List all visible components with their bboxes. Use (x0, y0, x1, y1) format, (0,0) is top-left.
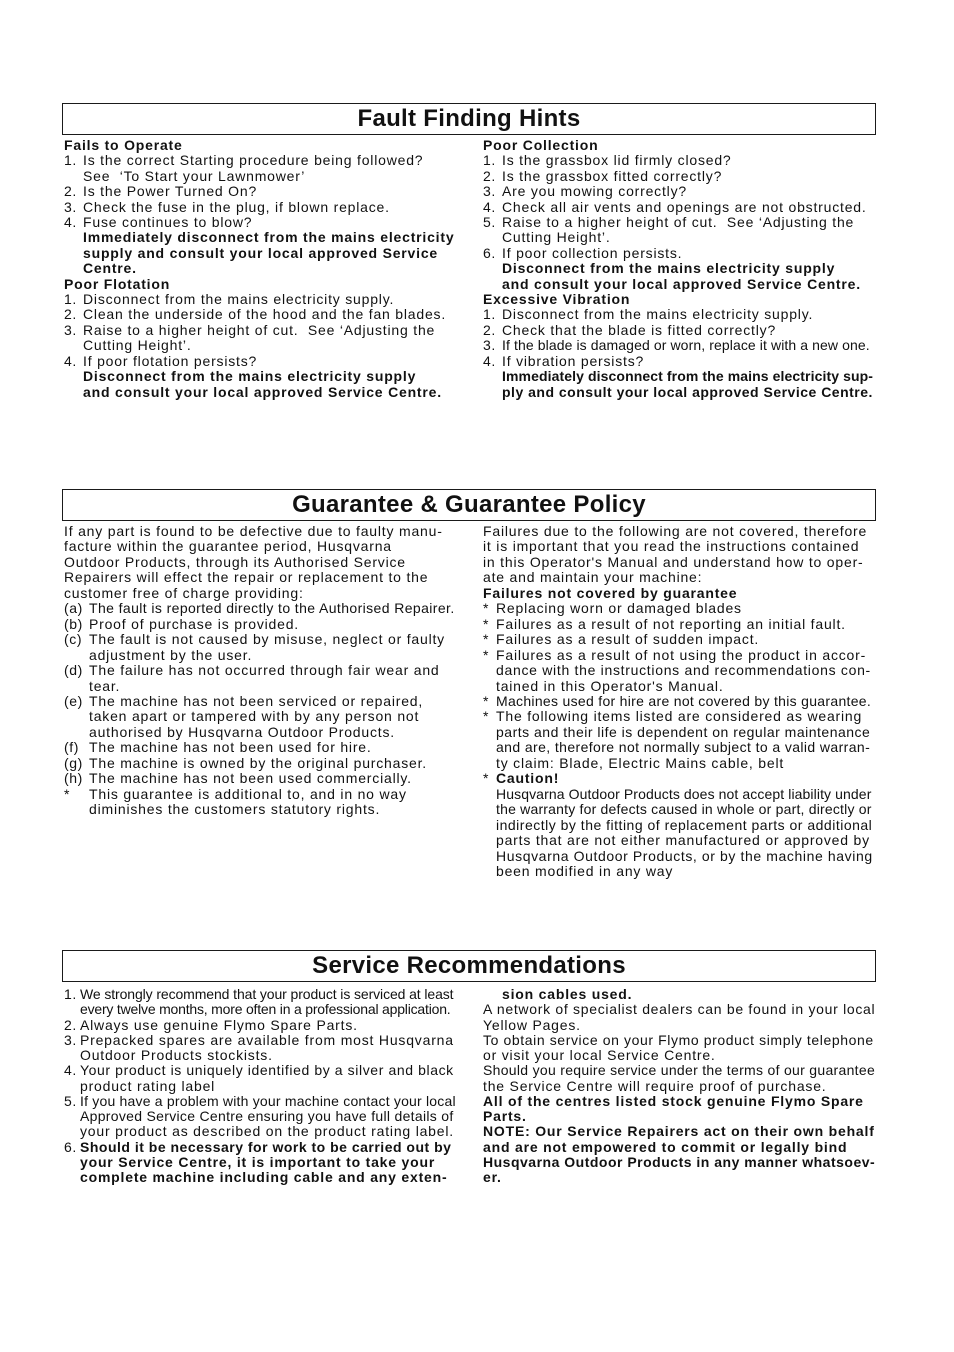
list-item-text (502, 184, 875, 199)
list-item-label: 3. (64, 321, 77, 338)
text-line: Disconnect from the mains electricity supply. (83, 291, 395, 308)
list-item-label: 1. (64, 152, 77, 169)
text-line: Your product is uniquely identified by a silver and black (80, 1062, 454, 1079)
list-item-label: 2. (483, 321, 496, 338)
list-item-text (502, 153, 875, 168)
bold-text-line: Should it be necessary for work to be carried out by (80, 1138, 452, 1155)
text-line: If any part is found to be defective due to faulty manu- (64, 523, 443, 539)
text-line: parts that are not either manufactured or approved by (496, 832, 870, 849)
list-item (64, 771, 456, 786)
text-line: the warranty for defects caused in whole or part, directly or (496, 801, 872, 818)
text-line: parts and their life is dependent on regular maintenance (496, 723, 871, 740)
list-item-label: 2. (64, 1016, 77, 1033)
list-item-label: * (483, 600, 490, 617)
list-item (483, 153, 875, 168)
list-item-label: 4. (64, 1062, 77, 1079)
list-item-text (83, 215, 456, 277)
list-item (64, 215, 456, 277)
list-item-text (80, 1094, 456, 1140)
list-item-text (89, 771, 456, 786)
list-item (483, 601, 875, 616)
list-item-label: * (483, 615, 490, 632)
text-line: adjustment by the user. (89, 646, 253, 663)
bold-text-line: complete machine including cable and any exten- (80, 1169, 448, 1185)
bold-text-line: supply and consult your local approved Service (83, 244, 438, 261)
list-item (64, 617, 456, 632)
list-item (64, 323, 456, 354)
bold-text-line: sion cables used. (502, 986, 633, 1002)
text-line: The following items listed are considered as wearing (496, 708, 863, 725)
list-item-text (502, 338, 875, 353)
list-item (64, 354, 456, 400)
list-item-text (83, 323, 456, 354)
text-line: If poor flotation persists? (83, 352, 258, 369)
list-item-label: (b) (64, 615, 83, 632)
text-line: We strongly recommend that your product is serviced at least (80, 986, 454, 1002)
list-item (64, 694, 456, 740)
text-line: facture within the guarantee period, Husqvarna (64, 538, 392, 555)
list-item-text (496, 694, 875, 709)
list-item-label: 3. (64, 198, 77, 215)
bold-text-line: Parts. (483, 1108, 527, 1124)
text-line: Yellow Pages. (483, 1016, 581, 1033)
list-item (483, 632, 875, 647)
text-line: Check that the blade is fitted correctly? (502, 321, 777, 338)
text-line: Husqvarna Outdoor Products does not accept liability under (496, 785, 872, 802)
list-item-label: 5. (483, 214, 496, 231)
paragraph (483, 1094, 875, 1186)
bold-text-line: NOTE: Our Service Repairers act on their own behalf (483, 1123, 875, 1140)
text-line: Fuse continues to blow? (83, 214, 253, 231)
text-line: Outdoor Products, through its Authorised Service (64, 553, 406, 570)
text-line: Should you require service under the terms of our guarantee (483, 1062, 876, 1079)
right-column (483, 524, 875, 879)
list-item-label: 3. (483, 337, 496, 354)
bold-text-line: Disconnect from the mains electricity supply (83, 368, 417, 385)
text-line: Disconnect from the mains electricity supply. (502, 306, 814, 323)
text-line: Failures as a result of not using the product in accor- (496, 646, 867, 663)
text-line: The machine is owned by the original purchaser. (89, 754, 427, 771)
list-item-text (502, 200, 875, 215)
text-line: ty claim: Blade, Electric Mains cable, belt (496, 754, 785, 771)
list-item-text (502, 323, 875, 338)
list-item-label: 2. (64, 183, 77, 200)
list-item-label: * (483, 770, 490, 787)
text-line: Raise to a higher height of cut. See ‘Adjusting the (83, 321, 436, 338)
list-item-label: (a) (64, 600, 83, 617)
text-line: Cutting Height’. (83, 337, 192, 354)
list-item (64, 663, 456, 694)
text-line: every twelve months, more often in a professional application. (80, 1001, 451, 1018)
text-line: This guarantee is additional to, and in no way (89, 785, 407, 802)
list-item (64, 987, 456, 1018)
list-item (64, 200, 456, 215)
left-column (64, 987, 456, 1185)
list-item (64, 292, 456, 307)
section-title: Fault Finding Hints (62, 103, 876, 135)
text-line: ate and maintain your machine: (483, 569, 703, 586)
paragraph (483, 1002, 875, 1094)
list-item (64, 1033, 456, 1064)
bold-text-line: Caution! (496, 770, 560, 787)
list-item-label: (h) (64, 770, 83, 787)
list-item-label: 1. (483, 306, 496, 323)
list-item-text (80, 987, 456, 1018)
paragraph (64, 524, 456, 601)
text-line: The machine has not been used for hire. (89, 739, 372, 756)
list-item-text (83, 354, 456, 400)
left-column (64, 524, 456, 818)
text-line: A network of specialist dealers can be found in your local (483, 1001, 876, 1018)
list-item (483, 771, 875, 879)
list-item (483, 307, 875, 322)
list-item-text (496, 632, 875, 647)
text-line: Approved Service Centre ensuring you have full details of (80, 1108, 454, 1124)
bold-text-line: ply and consult your local approved Service Centre. (502, 383, 873, 400)
text-line: Check the fuse in the plug, if blown replace. (83, 198, 390, 215)
list-item-text (83, 307, 456, 322)
bold-text-line: er. (483, 1169, 502, 1185)
text-line: Check all air vents and openings are not obstructed. (502, 198, 867, 215)
text-line: The machine has not been used commercially. (89, 770, 412, 787)
list-item-text (89, 740, 456, 755)
list-item-label: * (483, 646, 490, 663)
paragraph (483, 524, 875, 586)
list-item (483, 648, 875, 694)
list-item-label: 2. (483, 167, 496, 184)
text-line: To obtain service on your Flymo product simply telephone (483, 1031, 874, 1048)
list-item (64, 756, 456, 771)
list-item-text (502, 354, 875, 400)
list-item (64, 632, 456, 663)
list-item-text (89, 787, 456, 818)
list-item-label: 2. (64, 306, 77, 323)
list-item (483, 987, 875, 1002)
list-item-label: 4. (483, 352, 496, 369)
list-item (64, 787, 456, 818)
text-line: product rating label (80, 1077, 216, 1094)
subheading: Fails to Operate (64, 137, 183, 153)
text-line: in this Operator's Manual and understand how to oper- (483, 553, 864, 570)
bold-text-line: Centre. (83, 260, 137, 277)
text-line: taken apart or tampered with by any person not (89, 708, 420, 725)
list-item-text (80, 1140, 456, 1186)
list-item-text (89, 601, 456, 616)
list-item-label: 4. (64, 352, 77, 369)
text-line: Prepacked spares are available from most Husqvarna (80, 1031, 454, 1048)
text-line: If poor collection persists. (502, 244, 683, 261)
text-line: dance with the instructions and recommendations con- (496, 662, 871, 679)
bold-text-line: Disconnect from the mains electricity supply (502, 260, 836, 277)
bold-text-line: your Service Centre, it is important to take your (80, 1153, 436, 1170)
list-item-label: 1. (483, 152, 496, 169)
list-item-label: (g) (64, 754, 83, 771)
text-line: Is the correct Starting procedure being followed? (83, 152, 424, 169)
left-column (64, 138, 456, 400)
text-line: Failures due to the following are not covered, therefore (483, 523, 868, 539)
subheading: Poor Flotation (64, 275, 171, 292)
text-line: If vibration persists? (502, 352, 645, 369)
list-item (483, 184, 875, 199)
list-item-text (496, 709, 875, 771)
text-line: If you have a problem with your machine contact your local (80, 1092, 456, 1109)
text-line: tear. (89, 677, 121, 694)
text-line: The fault is reported directly to the Authorised Repairer. (89, 600, 455, 617)
subheading: Poor Collection (483, 137, 599, 153)
list-item (483, 323, 875, 338)
list-item-label: * (64, 785, 71, 802)
right-column (483, 138, 875, 400)
list-item-text (89, 663, 456, 694)
list-item-text (80, 1063, 456, 1094)
list-item-label: 4. (64, 214, 77, 231)
bold-text-line: Husqvarna Outdoor Products in any manner whatsoev- (483, 1153, 876, 1170)
bold-text-line: and consult your local approved Service Centre. (502, 275, 861, 292)
text-line: Failures as a result of not reporting an initial fault. (496, 615, 846, 632)
list-item (483, 215, 875, 246)
text-line: Is the grassbox lid firmly closed? (502, 152, 732, 169)
text-line: The failure has not occurred through fair wear and (89, 662, 440, 679)
text-line: customer free of charge providing: (64, 584, 304, 601)
list-item-text (80, 1033, 456, 1064)
list-item (483, 354, 875, 400)
list-item-label: * (483, 631, 490, 648)
text-line: The machine has not been serviced or repaired, (89, 692, 424, 709)
text-line: Husqvarna Outdoor Products, or by the machine having (496, 847, 873, 864)
list-item (483, 617, 875, 632)
text-line: If the blade is damaged or worn, replace it with a new one. (502, 337, 870, 354)
subheading: Excessive Vibration (483, 291, 631, 308)
text-line: authorised by Husqvarna Outdoor Products. (89, 723, 395, 740)
text-line: it is important that you read the instructions contained (483, 538, 860, 555)
list-item-label: 1. (64, 986, 77, 1002)
list-item-text (89, 632, 456, 663)
list-item-label: 3. (483, 183, 496, 200)
text-line: Outdoor Products stockists. (80, 1047, 273, 1063)
list-item-label: (d) (64, 662, 83, 679)
list-item-label: 1. (64, 291, 77, 308)
list-item-text (502, 246, 875, 292)
list-item-text (89, 617, 456, 632)
list-item (64, 184, 456, 199)
bold-text-line: All of the centres listed stock genuine Flymo Spare (483, 1092, 864, 1109)
list-item-text (502, 987, 875, 1002)
text-line: been modified in any way (496, 862, 674, 879)
list-item-label: (f) (64, 739, 80, 756)
text-line: Raise to a higher height of cut. See ‘Adjusting the (502, 214, 855, 231)
section-title: Guarantee & Guarantee Policy (62, 489, 876, 521)
list-item (483, 694, 875, 709)
list-item-text (83, 292, 456, 307)
text-line: Repairers will effect the repair or replacement to the (64, 569, 429, 586)
text-line: Always use genuine Flymo Spare Parts. (80, 1016, 358, 1033)
list-item (483, 169, 875, 184)
subheading: Failures not covered by guarantee (483, 584, 738, 601)
list-item-label (483, 987, 502, 1002)
list-item-text (80, 1018, 456, 1033)
list-item-label: 5. (64, 1092, 77, 1109)
list-item-label: * (483, 692, 490, 709)
list-item-text (496, 771, 875, 879)
text-line: diminishes the customers statutory rights. (89, 801, 381, 818)
text-line: your product as described on the product rating label. (80, 1123, 454, 1140)
list-item (64, 1140, 456, 1186)
list-item (64, 601, 456, 616)
text-line: the Service Centre will require proof of purchase. (483, 1077, 827, 1094)
list-item-label: 6. (64, 1138, 77, 1155)
bold-text-line: Immediately disconnect from the mains electricity (83, 229, 455, 246)
list-item (483, 200, 875, 215)
list-item-label: (e) (64, 692, 83, 709)
list-item (483, 709, 875, 771)
list-item-label: 6. (483, 244, 496, 261)
list-item-label: 3. (64, 1031, 77, 1048)
text-line: Is the Power Turned On? (83, 183, 258, 200)
text-line: Proof of purchase is provided. (89, 615, 299, 632)
list-item (64, 307, 456, 322)
text-line: or visit your local Service Centre. (483, 1047, 716, 1063)
list-item-text (502, 169, 875, 184)
text-line: tained in this Operator's Manual. (496, 677, 724, 694)
text-line: indirectly by the fitting of replacement parts or additional (496, 816, 873, 833)
list-item-text (83, 153, 456, 184)
list-item-text (496, 601, 875, 616)
list-item (64, 1063, 456, 1094)
list-item (64, 1018, 456, 1033)
text-line: and are, therefore not normally subject to a valid warran- (496, 739, 871, 756)
list-item-text (83, 200, 456, 215)
list-item (483, 338, 875, 353)
list-item (64, 740, 456, 755)
section-title: Service Recommendations (62, 950, 876, 982)
list-item-text (496, 617, 875, 632)
text-line: Clean the underside of the hood and the fan blades. (83, 306, 447, 323)
text-line: Are you mowing correctly? (502, 183, 687, 200)
text-line: Cutting Height’. (502, 229, 611, 246)
list-item-text (502, 215, 875, 246)
text-line: Machines used for hire are not covered by this guarantee. (496, 692, 872, 709)
list-item-text (83, 184, 456, 199)
text-line: The fault is not caused by misuse, neglect or faulty (89, 631, 445, 648)
bold-text-line: and are not empowered to commit or legally bind (483, 1138, 848, 1155)
bold-text-line: Immediately disconnect from the mains electricity sup- (502, 368, 874, 385)
list-item-label: 4. (483, 198, 496, 215)
list-item-label: (c) (64, 631, 83, 648)
right-column (483, 987, 875, 1185)
list-item (483, 246, 875, 292)
text-line: Replacing worn or damaged blades (496, 600, 742, 617)
bold-text-line: and consult your local approved Service Centre. (83, 383, 442, 400)
list-item-text (89, 694, 456, 740)
list-item-label: * (483, 708, 490, 725)
text-line: Failures as a result of sudden impact. (496, 631, 760, 648)
text-line: See ‘To Start your Lawnmower’ (83, 167, 306, 184)
text-line: Is the grassbox fitted correctly? (502, 167, 723, 184)
list-item-text (502, 307, 875, 322)
list-item-text (496, 648, 875, 694)
list-item-text (89, 756, 456, 771)
list-item (64, 1094, 456, 1140)
list-item (64, 153, 456, 184)
